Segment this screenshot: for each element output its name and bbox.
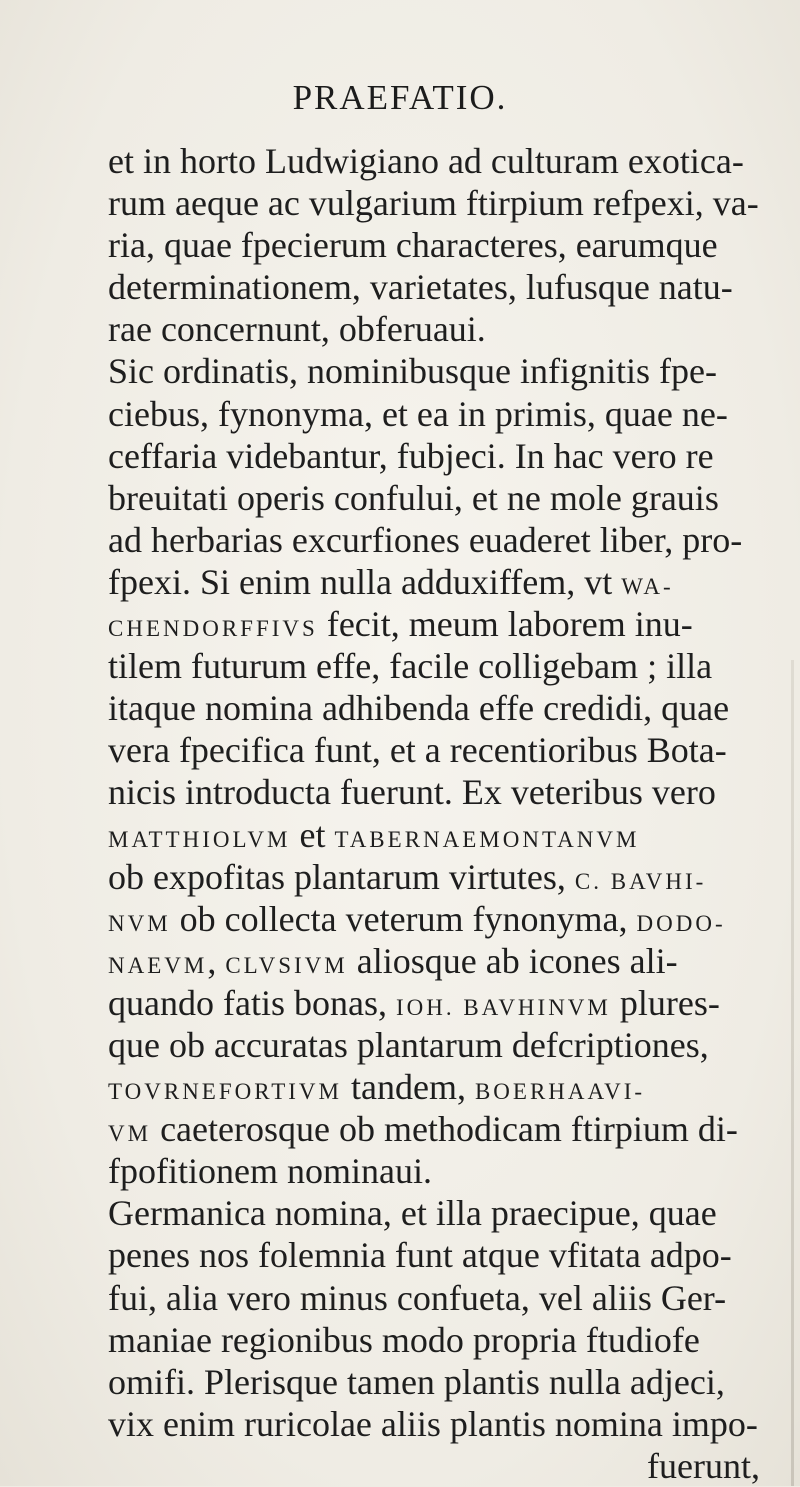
text-line — [108, 645, 788, 687]
text-segment: vera fpecifica funt, et a recentioribus Bota- — [108, 730, 727, 771]
text-line — [108, 1234, 788, 1276]
text-segment: ria, quae fpecierum characteres, earumque — [108, 225, 718, 266]
text-segment: fpexi. Si enim nulla adduxiffem, vt — [108, 561, 622, 602]
text-segment: rum aeque ac vulgarium ftirpium refpexi, va- — [108, 183, 759, 224]
author-name-smallcaps: BOERHAAVI- — [474, 1079, 646, 1105]
body-text — [108, 140, 788, 1487]
text-segment: determinationem, varietates, lufusque natu- — [108, 267, 733, 308]
page-edge-shadow — [791, 660, 794, 1486]
author-name-smallcaps: MATTHIOLVM — [108, 826, 291, 852]
text-segment: Sic ordinatis, nominibusque infignitis fpe- — [108, 351, 717, 392]
text-segment: tilem futurum effe, facile colligebam ; illa — [108, 646, 713, 687]
text-segment: et in horto Ludwigiano ad culturam exotica- — [108, 141, 744, 181]
text-segment: maniae regionibus modo propria ftudiofe — [108, 1319, 700, 1360]
author-name-smallcaps: DODO- — [636, 910, 726, 936]
text-segment: quando fatis bonas, — [108, 982, 396, 1023]
running-head: PRAEFATIO. — [292, 78, 508, 117]
text-segment: fuerunt, — [647, 1445, 760, 1486]
author-name-smallcaps: NVM — [108, 910, 171, 936]
text-line — [108, 940, 788, 982]
text-line — [108, 898, 788, 940]
text-line — [108, 814, 788, 856]
text-segment: nicis introducta fuerunt. Ex veteribus vero — [108, 772, 716, 813]
text-segment: fui, alia vero minus confueta, vel aliis Ger- — [108, 1277, 727, 1318]
text-segment: penes nos folemnia funt atque vfitata adpo- — [108, 1235, 732, 1276]
text-segment: Germanica nomina, et illa praecipue, quae — [108, 1193, 717, 1234]
author-name-smallcaps: C. BAVHI- — [574, 868, 707, 894]
text-segment: que ob accuratas plantarum defcriptiones, — [108, 1024, 709, 1065]
text-line — [108, 982, 788, 1024]
text-segment: ob expofitas plantarum virtutes, — [108, 856, 575, 897]
text-line — [108, 224, 788, 266]
text-line — [108, 1150, 788, 1192]
text-segment: ob collecta veterum fynonyma, — [170, 898, 637, 939]
text-line — [108, 393, 788, 435]
text-segment: breuitati operis confului, et ne mole grauis — [108, 477, 719, 518]
text-segment: rae concernunt, obferuaui. — [108, 309, 486, 350]
text-segment: omifi. Plerisque tamen plantis nulla adjeci, — [108, 1361, 725, 1402]
text-line — [108, 771, 788, 813]
author-name-smallcaps: CHENDORFFIVS — [108, 616, 318, 642]
text-line — [108, 1445, 788, 1487]
text-line — [108, 856, 788, 898]
author-name-smallcaps: IOH. BAVHINVM — [395, 994, 611, 1020]
text-line — [108, 435, 788, 477]
text-line — [108, 687, 788, 729]
author-name-smallcaps: TOVRNEFORTIVM — [108, 1079, 342, 1105]
text-line — [108, 519, 788, 561]
text-line — [108, 477, 788, 519]
text-line — [108, 266, 788, 308]
text-line — [108, 350, 788, 392]
text-line — [108, 1024, 788, 1066]
text-line — [108, 1066, 788, 1108]
text-segment: vix enim ruricolae aliis plantis nomina impo- — [108, 1403, 758, 1444]
text-segment: plures- — [610, 982, 720, 1023]
text-segment: fecit, meum laborem inu- — [317, 604, 693, 645]
author-name-smallcaps: CLVSIVM — [225, 952, 348, 978]
text-segment: ciebus, fynonyma, et ea in primis, quae ne- — [108, 393, 728, 434]
text-line — [108, 1361, 788, 1403]
text-line — [108, 1108, 788, 1150]
text-line — [108, 308, 788, 350]
text-segment: aliosque ab icones ali- — [347, 940, 678, 981]
text-segment: tandem, — [341, 1067, 475, 1108]
author-name-smallcaps: NAEVM — [108, 952, 208, 978]
text-segment: fpofitionem nominaui. — [108, 1151, 432, 1192]
text-segment: , — [207, 940, 226, 981]
text-segment: et — [290, 814, 335, 855]
author-name-smallcaps: VM — [108, 1121, 152, 1147]
text-line — [108, 603, 788, 645]
author-name-smallcaps: TABERNAEMONTANVM — [334, 826, 640, 852]
text-line — [108, 729, 788, 771]
text-line — [108, 561, 788, 603]
text-segment: caeterosque ob methodicam ftirpium di- — [151, 1109, 738, 1150]
text-line — [108, 1192, 788, 1234]
text-segment: ceffaria videbantur, fubjeci. In hac vero re — [108, 435, 714, 476]
text-line — [108, 1277, 788, 1319]
author-name-smallcaps: WA- — [621, 573, 674, 599]
text-line — [108, 140, 788, 182]
text-line — [108, 182, 788, 224]
text-line — [108, 1403, 788, 1445]
text-line — [108, 1319, 788, 1361]
text-segment: ad herbarias excurfiones euaderet liber, pro- — [108, 519, 743, 560]
text-segment: itaque nomina adhibenda effe credidi, quae — [108, 688, 730, 729]
